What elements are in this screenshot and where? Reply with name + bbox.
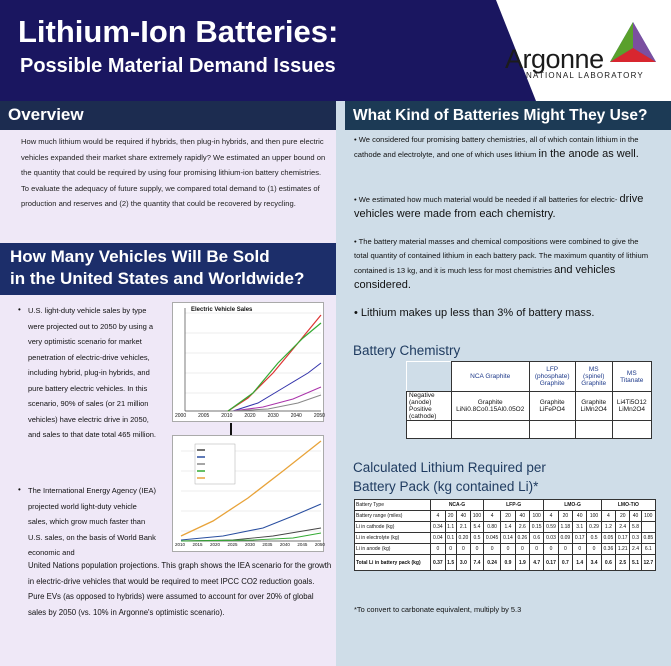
batteries-heading: What Kind of Batteries Might They Use? [345,101,671,130]
chart2-xtick: 2045 [297,542,308,547]
li-data-cell: 0.14 [501,533,515,544]
chem-header-cell: NCA Graphite [451,362,529,392]
logo-name: Argonne [505,44,604,74]
chart2-xtick: 2015 [192,542,203,547]
chart1-xaxis [175,413,325,419]
li-data-cell: 1.4 [501,522,515,533]
li-data-cell: 0.9 [501,555,515,571]
li-header-cell: NCA-G [431,500,484,511]
bullet1-emphasis: in the anode as well. [538,148,639,160]
li-data-cell: 0 [544,544,558,555]
lithium-heading-line1: Calculated Lithium Required per [353,460,546,475]
vehicles-bullet-2-continued: United Nations population projections. This graph shows the IEA scenario for the growth in electric-drive vehicles that would be required to meet IPCC CO2 reduction goals. Pure EVs (as opposed to hybrids) were assumed to account for over 20% of global sales by 2050 (vs. 10% in Argonne's optimistic scenario). [28,561,332,617]
poster-subtitle: Possible Material Demand Issues [20,55,336,77]
li-data-row [355,544,656,555]
li-data-cell: 0.80 [483,522,500,533]
chart2-xtick: 2030 [244,542,255,547]
li-data-cell: 2.5 [616,555,630,571]
li-data-cell: 2.6 [515,522,529,533]
li-data-cell: 1.21 [616,544,630,555]
bullet-icon: • [18,305,21,314]
chart2-xtick: 2010 [175,542,186,547]
li-data-cell: 0.26 [515,533,529,544]
vehicles-heading-line1: How Many Vehicles Will Be Sold [10,247,270,266]
li-data-cell: 0.17 [573,533,587,544]
li-range-cell: 40 [573,511,587,522]
chem-cell [407,421,452,439]
li-data-cell: 0.05 [601,533,615,544]
bullet3-text: The battery material masses and chemical compositions were combined to give the total quantity of contained lithium in each battery pack. The maximum quantity of lithium contained is 13 kg, and it is much less for most chemistries [354,237,649,275]
li-data-cell: 0.7 [558,555,572,571]
li-data-cell: 6.1 [641,544,655,555]
chem-cell: Graphite LiFePO4 [529,392,575,421]
chart1-xtick: 2040 [290,413,302,419]
overview-text: How much lithium would be required if hybrids, then plug-in hybrids, and then pure electric vehicles expanded their market share extremely rapidly? We estimated an upper bound on the quantity that could be required by using four promising lithium-ion battery chemistries. To evaluate the adequacy of future supply, we compared total demand to (1) estimates of production and reserves and (2) the quantity that could be recovered by recycling. [21,137,326,208]
li-header-cell: LMO-TiO [601,500,655,511]
chem-header-cell [407,362,452,392]
li-header-cell: Battery Type [355,500,431,511]
li-data-row [355,533,656,544]
li-range-cell: 4 [544,511,558,522]
overview-heading: Overview [0,101,336,130]
li-data-cell: 0.09 [558,533,572,544]
li-data-cell: 0 [483,544,500,555]
poster-title: Lithium-Ion Batteries: [18,14,339,49]
li-data-cell: 4.7 [530,555,544,571]
li-data-cell: 0.17 [544,555,558,571]
li-data-cell: Li in cathode (kg) [355,522,431,533]
chart1-xtick: 2010 [221,413,233,419]
li-data-cell: 3.1 [573,522,587,533]
chart2-xaxis [175,542,325,547]
li-data-cell: 0.36 [601,544,615,555]
li-data-cell: 7.4 [471,555,484,571]
li-data-cell: 0.3 [630,533,641,544]
batteries-bullet-1: • We considered four promising battery chemistries, all of which contain lithium in the cathode and electrolyte, and one of which uses lithium in the anode as well. [354,135,639,160]
chart1-xtick: 2000 [175,413,187,419]
chem-cell [575,421,612,439]
li-range-cell: 40 [630,511,641,522]
li-data-cell: 0 [573,544,587,555]
us-ev-sales-chart [172,302,324,422]
li-range-cell: 20 [558,511,572,522]
world-ev-sales-chart [172,435,324,552]
li-header-cell: LMO-G [544,500,601,511]
battery-chemistry-table [406,361,652,439]
li-header-row [355,500,656,511]
us-ev-sales-plot [173,303,323,421]
batteries-bullet-3: • The battery material masses and chemical compositions were combined to give the total quantity of contained lithium in each battery pack. The maximum quantity of lithium contained is 13 kg, and it is much less for most chemistries and vehicles considered. [354,237,649,291]
li-range-cell: 4 [601,511,615,522]
lithium-heading-line2: Battery Pack (kg contained Li)* [353,479,539,494]
li-header-cell: LFP-G [483,500,544,511]
li-data-cell: 0 [456,544,470,555]
bullet4-emphasis: Lithium makes up less than 3% of battery mass. [360,307,595,319]
li-data-cell: Li in electrolyte (kg) [355,533,431,544]
vehicles-bullet-2: The International Energy Agency (IEA) projected world light-duty vehicle sales, which grow much faster than U.S. sales, on the basis of World Bank economic and [28,486,156,557]
li-range-cell: 100 [530,511,544,522]
chem-row [407,392,652,421]
chart2-xtick: 2025 [227,542,238,547]
li-data-cell: 0 [501,544,515,555]
li-data-cell: Total Li in battery pack (kg) [355,555,431,571]
li-data-cell: 2.1 [456,522,470,533]
li-range-cell: 20 [445,511,456,522]
li-data-cell: 0.85 [641,533,655,544]
li-data-cell: 0 [431,544,445,555]
li-data-cell: 0.04 [431,533,445,544]
vehicles-heading-line2: in the United States and Worldwide? [10,269,305,288]
li-range-cell: 4 [431,511,445,522]
chart1-title: Electric Vehicle Sales [191,307,253,313]
chart2-xtick: 2050 [314,542,325,547]
li-range-row [355,511,656,522]
chem-header-cell: MS Titanate [612,362,651,392]
li-data-cell [641,522,655,533]
li-range-cell: 100 [471,511,484,522]
li-data-cell: 3.0 [456,555,470,571]
li-data-cell: 0 [471,544,484,555]
li-range-cell: 20 [616,511,630,522]
bullet-icon: • [18,485,21,494]
li-range-cell: 20 [501,511,515,522]
chem-row [407,421,652,439]
li-data-row [355,555,656,571]
world-ev-sales-plot [173,436,323,551]
li-range-cell: Battery range (miles) [355,511,431,522]
li-data-cell: 0.15 [530,522,544,533]
li-data-cell: 0.34 [431,522,445,533]
chem-cell [612,421,651,439]
li-data-cell: 5.8 [630,522,641,533]
chem-cell: Graphite LiNi0.8Co0.15Al0.05O2 [451,392,529,421]
chem-cell [451,421,529,439]
chem-cell [529,421,575,439]
chem-header-cell: LFP (phosphate) Graphite [529,362,575,392]
bullet1-text: We considered four promising battery chemistries, all of which contain lithium in the cathode and electrolyte, and one of which uses lithium [354,135,639,159]
li-range-cell: 40 [456,511,470,522]
li-data-cell: 0 [515,544,529,555]
argonne-logo-icon [610,22,656,66]
batteries-bullet-2: • We estimated how much material would be needed if all batteries for electric- drive vehicles were made from each chemistry. [354,193,644,220]
bullet3-emphasis: and vehicles considered. [354,264,616,291]
li-range-cell: 40 [515,511,529,522]
li-data-cell: 0 [558,544,572,555]
bullet4-text: • Lithium makes up less than 3% of battery mass. [354,307,595,319]
chem-cell: Negative (anode) Positive (cathode) [407,392,452,421]
li-data-cell: 0.20 [456,533,470,544]
li-data-cell: 12.7 [641,555,655,571]
vehicles-heading [0,243,336,295]
vehicles-bullet-1: U.S. light-duty vehicle sales by type were projected out to 2050 by using a very optimistic scenario for market penetration of electric-drive vehicles, including hybrid, plug-in hybrids, and pure battery electric vehicles. In this scenario, 90% of sales (or 21 million vehicles) have electric drive in 2050, and sales to that date total 465 million. [28,306,156,439]
li-data-cell: 0.24 [483,555,500,571]
chart2-xtick: 2035 [262,542,273,547]
li-data-cell: 1.5 [445,555,456,571]
li-data-cell: 0.37 [431,555,445,571]
li-range-cell: 100 [587,511,601,522]
li-data-cell: 0.59 [544,522,558,533]
li-data-cell: 2.4 [616,522,630,533]
li-data-cell: 0.5 [471,533,484,544]
chem-cell: Li4Ti5O12 LiMn2O4 [612,392,651,421]
chem-header-cell: MS (spinel) Graphite [575,362,612,392]
li-data-cell: 1.9 [515,555,529,571]
li-data-cell: 0.6 [601,555,615,571]
chart2-xtick: 2020 [209,542,220,547]
lithium-table [354,499,656,571]
chem-header-row [407,362,652,392]
chart1-xtick: 2005 [198,413,210,419]
li-data-cell: Li in anode (kg) [355,544,431,555]
chem-cell: Graphite LiMn2O4 [575,392,612,421]
li-data-cell: 5.4 [471,522,484,533]
li-range-cell: 4 [483,511,500,522]
li-data-row [355,522,656,533]
logo-subtitle: NATIONAL LABORATORY [526,71,644,80]
li-data-cell: 0.1 [445,533,456,544]
li-data-cell: 2.4 [630,544,641,555]
li-data-cell: 3.4 [587,555,601,571]
li-data-cell: 1.18 [558,522,572,533]
chart1-xtick: 2020 [244,413,256,419]
li-data-cell: 1.1 [445,522,456,533]
li-data-cell: 0.5 [587,533,601,544]
li-range-cell: 100 [641,511,655,522]
li-data-cell: 0 [587,544,601,555]
chart1-xtick: 2030 [267,413,279,419]
li-data-cell: 0.17 [616,533,630,544]
li-data-cell: 5.1 [630,555,641,571]
li-data-cell: 1.4 [573,555,587,571]
li-data-cell: 0.03 [544,533,558,544]
li-data-cell: 0 [530,544,544,555]
chart2-xtick: 2040 [279,542,290,547]
bullet2-emphasis: drive vehicles were made from each chemistry. [354,193,644,220]
conversion-note: *To convert to carbonate equivalent, multiply by 5.3 [354,605,522,614]
bullet2-text: We estimated how much material would be needed if all batteries for electric- [358,195,618,204]
batteries-bullet-4 [354,306,654,321]
li-data-cell: 0.29 [587,522,601,533]
li-data-cell: 1.2 [601,522,615,533]
chart1-xtick: 2050 [313,413,325,419]
li-data-cell: 0 [445,544,456,555]
li-data-cell: 0.045 [483,533,500,544]
chart-connector [230,423,232,435]
li-data-cell: 0.6 [530,533,544,544]
battery-chemistry-heading: Battery Chemistry [353,343,461,358]
